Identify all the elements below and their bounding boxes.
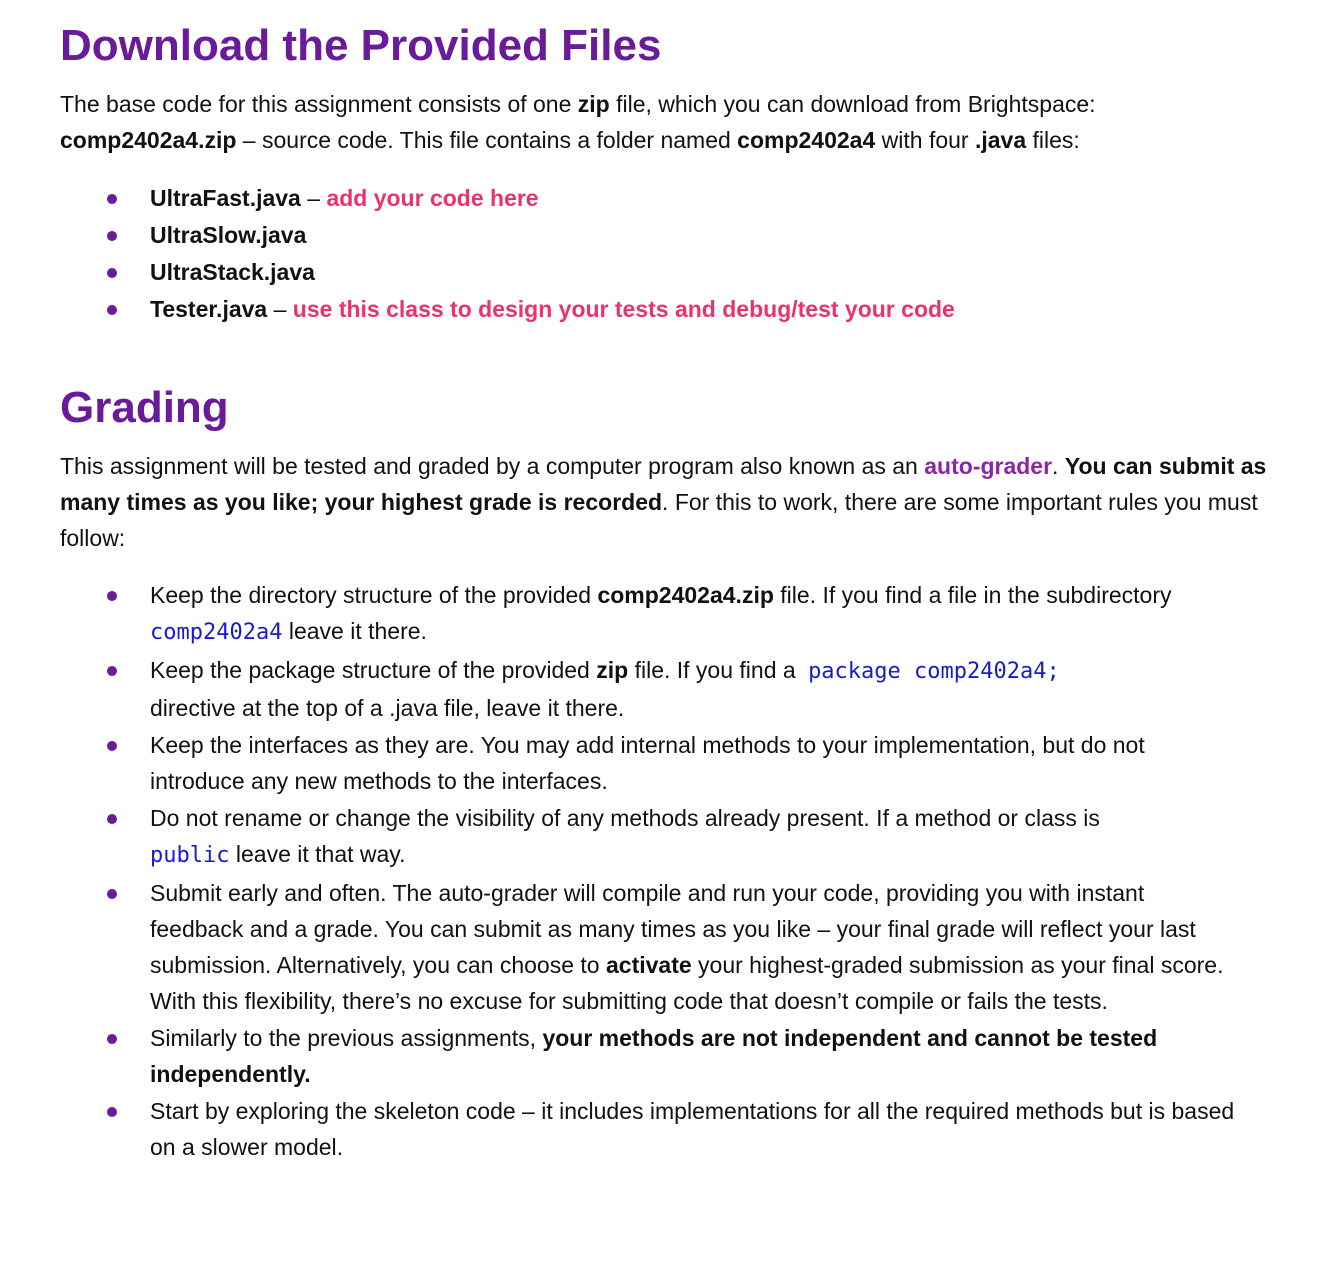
file-name: UltraStack.java: [150, 259, 315, 285]
file-name: UltraFast.java: [150, 185, 301, 211]
rule-item: [0, 800, 1240, 874]
submission-note: You can submit as many times as you like; your highest grade is recorded: [60, 453, 1267, 515]
intro-text: file, which you can download from Brightspace:: [609, 91, 1096, 117]
bullet-icon: [107, 305, 117, 315]
bullet-icon: [107, 741, 117, 751]
bullet-icon: [107, 231, 117, 241]
rule-text: file. If you find a: [628, 657, 803, 683]
rule-item: [0, 1020, 1240, 1092]
rule-text: directive at the top of a .java file, leave it there.: [150, 695, 625, 721]
file-separator: –: [267, 296, 293, 322]
bullet-icon: [107, 814, 117, 824]
intro-text: This assignment will be tested and graded by a computer program also known as an: [60, 453, 925, 479]
rule-bold: activate: [605, 952, 692, 978]
file-name: UltraSlow.java: [150, 222, 307, 248]
rule-bold: zip: [596, 657, 629, 683]
list-item: [0, 291, 1240, 327]
grading-rules-list: [0, 577, 1324, 1166]
rule-text: leave it there.: [282, 618, 427, 644]
zip-term: zip: [577, 91, 610, 117]
list-item: [0, 254, 1240, 290]
rule-text: Similarly to the previous assignments,: [150, 1025, 543, 1051]
rule-item: [0, 727, 1240, 799]
list-item: [0, 180, 1240, 216]
intro-text: The base code for this assignment consists of one: [60, 91, 578, 117]
rule-code: public: [150, 843, 230, 868]
bullet-icon: [107, 591, 117, 601]
file-note: add your code here: [326, 185, 539, 211]
rule-item: [0, 577, 1240, 651]
rule-text: your highest-graded submission as your final score. With this flexibility, there’s no excuse for submitting code that doesn’t compile or fails the tests.: [150, 952, 1224, 1014]
rule-text: Start by exploring the skeleton code – it includes implementations for all the required methods but is based on a slower model.: [150, 1098, 1235, 1160]
rule-text: Do not rename or change the visibility of any methods already present. If a method or class is: [150, 805, 1100, 831]
file-separator: –: [300, 185, 327, 211]
rule-code: comp2402a4: [150, 620, 283, 645]
file-name: Tester.java: [150, 296, 268, 322]
section-heading-download: Download the Provided Files: [60, 21, 662, 70]
rule-text: file. If you find a file in the subdirectory: [773, 582, 1172, 608]
provided-files-list: [0, 180, 1324, 328]
rule-code: package comp2402a4;: [808, 659, 1060, 684]
file-note: use this class to design your tests and debug/test your code: [292, 296, 955, 322]
rule-bold: your methods are not independent and cannot be tested independently.: [150, 1025, 1158, 1087]
rule-text: Keep the package structure of the provided: [150, 657, 597, 683]
intro-text: with four: [875, 127, 975, 153]
bullet-icon: [107, 666, 117, 676]
bullet-icon: [107, 194, 117, 204]
bullet-icon: [107, 1034, 117, 1044]
rule-text: Submit early and often. The auto-grader will compile and run your code, providing you with instant feedback and a grade. You can submit as many times as you like – your final grade will reflect your last submission. Alternatively, you can choose to: [150, 880, 1196, 978]
bullet-icon: [107, 268, 117, 278]
rule-text: leave it that way.: [229, 841, 406, 867]
folder-name: comp2402a4: [737, 127, 876, 153]
intro-text: files:: [1026, 127, 1080, 153]
java-extension: .java: [974, 127, 1027, 153]
auto-grader-term: auto-grader: [924, 453, 1053, 479]
intro-text: . For this to work, there are some important rules you must follow:: [60, 489, 1258, 551]
bullet-icon: [107, 889, 117, 899]
rule-text: Keep the directory structure of the provided: [150, 582, 598, 608]
intro-text: .: [1052, 453, 1065, 479]
list-item: [0, 217, 1240, 253]
rule-item: [0, 652, 1240, 726]
intro-text: – source code. This file contains a folder named: [236, 127, 738, 153]
grading-intro-paragraph: [60, 448, 1280, 556]
bullet-icon: [107, 1107, 117, 1117]
download-intro-paragraph: [60, 86, 1280, 158]
rule-bold: comp2402a4.zip: [597, 582, 774, 608]
rule-item: [0, 875, 1240, 1019]
rule-text: Keep the interfaces as they are. You may add internal methods to your implementation, but do not introduce any new methods to the interfaces.: [150, 732, 1145, 794]
zip-filename: comp2402a4.zip: [60, 127, 237, 153]
section-heading-grading: Grading: [60, 383, 229, 432]
rule-item: [0, 1093, 1240, 1165]
